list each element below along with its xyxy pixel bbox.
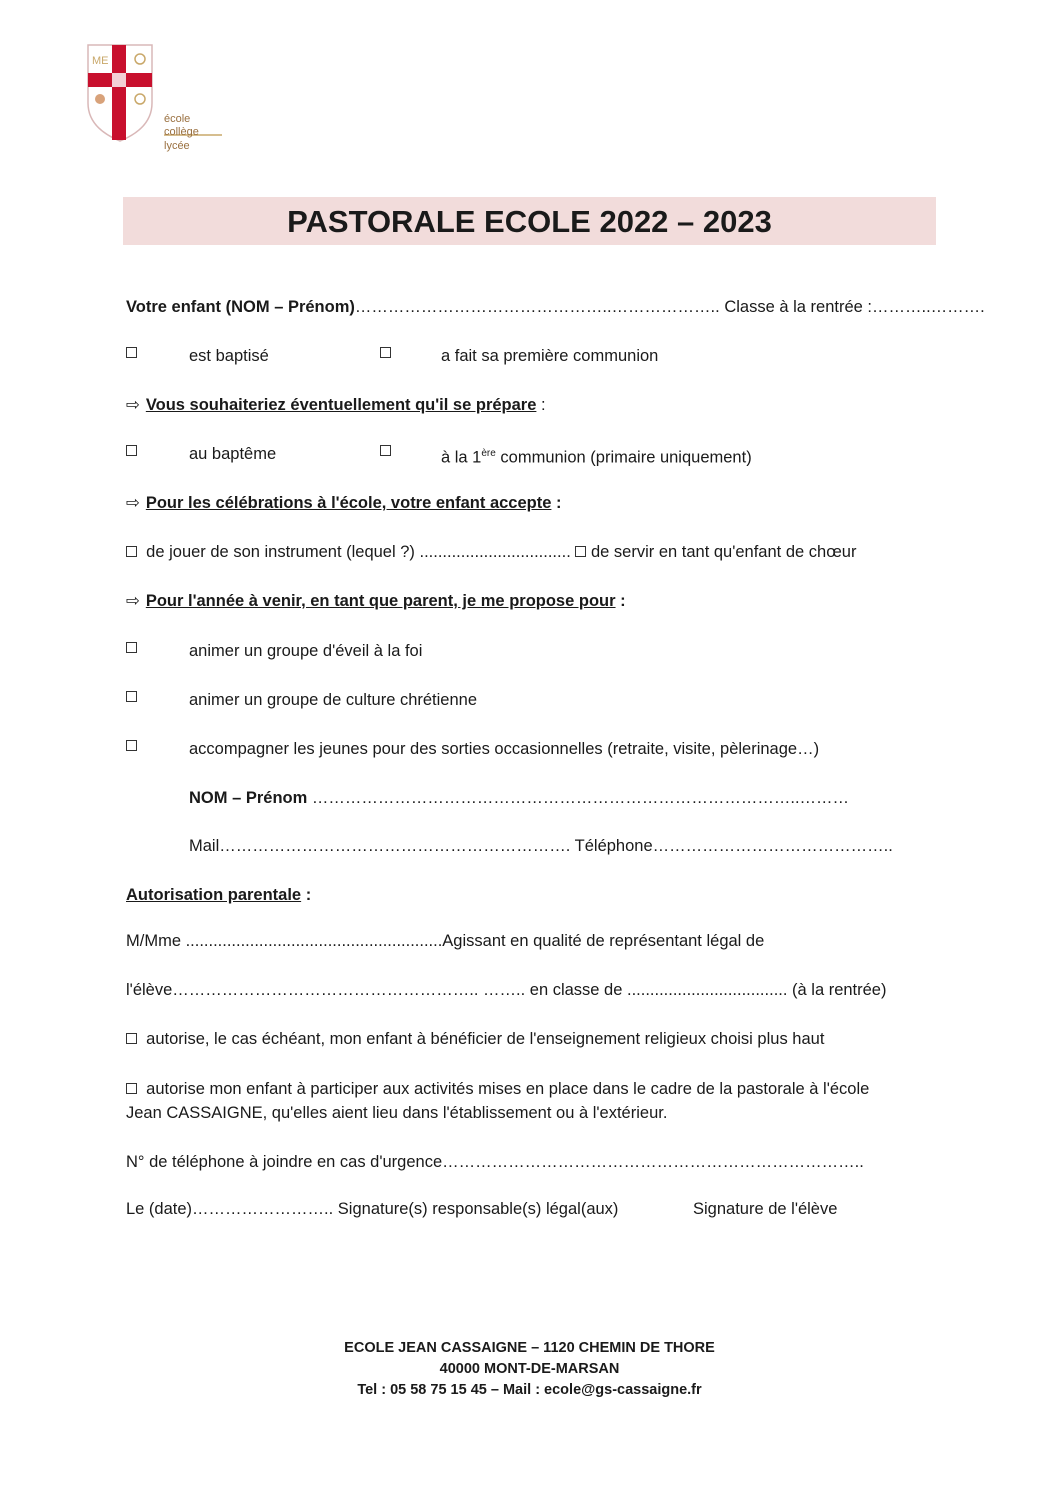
parent-contact-line bbox=[189, 835, 893, 857]
class-label: . Classe à la rentrée : bbox=[715, 298, 872, 316]
christian-culture-checkbox[interactable] bbox=[126, 691, 137, 702]
parent-name-line bbox=[189, 787, 849, 809]
logo-word-college: collège bbox=[164, 126, 199, 138]
auth-religious-label: autorise, le cas échéant, mon enfant à bénéficier de l'enseignement religieux choisi plus haut bbox=[146, 1030, 825, 1048]
auth-activities-line bbox=[126, 1078, 869, 1100]
altar-server-label: de servir en tant qu'enfant de chœur bbox=[590, 543, 857, 561]
altar-server-checkbox[interactable] bbox=[575, 546, 586, 557]
page-title: PASTORALE ECOLE 2022 – 2023 bbox=[123, 197, 936, 245]
auth-colon: : bbox=[301, 886, 312, 904]
auth-activities-line2: Jean CASSAIGNE, qu'elles aient lieu dans l'établissement ou à l'extérieur. bbox=[126, 1104, 668, 1122]
footer-address: ECOLE JEAN CASSAIGNE – 1120 CHEMIN DE THORE bbox=[344, 1340, 715, 1356]
faith-awakening-checkbox[interactable] bbox=[126, 642, 137, 653]
phone-label: Téléphone bbox=[570, 837, 653, 855]
celeb-heading-line bbox=[126, 492, 562, 514]
mail-dots[interactable]: ………………………………………………………. bbox=[219, 837, 571, 855]
communion-done-checkbox[interactable] bbox=[380, 347, 391, 358]
school-logo bbox=[86, 43, 226, 155]
phone-dots[interactable]: …………………………………….. bbox=[652, 837, 893, 855]
logo-word-lycee: lycée bbox=[164, 140, 190, 152]
auth-religious-line bbox=[126, 1028, 824, 1050]
communion-prep-label bbox=[441, 443, 752, 469]
footer-contact: Tel : 05 58 75 15 45 – Mail : ecole@gs-cassaigne.fr bbox=[357, 1382, 702, 1398]
baptism-prep-checkbox[interactable] bbox=[126, 445, 137, 456]
christian-culture-label: animer un groupe de culture chrétienne bbox=[189, 691, 478, 709]
arrow-right-icon: ⇨ bbox=[126, 494, 140, 512]
child-name-label: Votre enfant (NOM – Prénom) bbox=[126, 298, 355, 316]
parent-name-label: NOM – Prénom bbox=[189, 789, 308, 807]
instrument-checkbox[interactable] bbox=[126, 546, 137, 557]
student-signature-label: Signature de l'élève bbox=[693, 1200, 838, 1218]
auth-religious-checkbox[interactable] bbox=[126, 1033, 137, 1044]
emergency-phone-line[interactable]: N° de téléphone à joindre en cas d'urgence………………………………………………………………….. bbox=[126, 1153, 864, 1171]
instrument-label: de jouer de son instrument (lequel ?) ................................. bbox=[146, 543, 571, 561]
parent-heading: Pour l'année à venir, en tant que parent, je me propose pour bbox=[145, 592, 616, 610]
footer-city: 40000 MONT-DE-MARSAN bbox=[439, 1361, 620, 1377]
arrow-right-icon: ⇨ bbox=[126, 592, 140, 610]
prep-heading: Vous souhaiteriez éventuellement qu'il se prépare bbox=[145, 396, 537, 414]
logo-letters: ME bbox=[92, 55, 109, 67]
class-dots[interactable]: ………..………. bbox=[871, 298, 985, 316]
parent-heading-line bbox=[126, 590, 626, 612]
arrow-right-icon: ⇨ bbox=[126, 396, 140, 414]
baptized-checkbox[interactable] bbox=[126, 347, 137, 358]
outings-checkbox[interactable] bbox=[126, 740, 137, 751]
faith-awakening-label: animer un groupe d'éveil à la foi bbox=[189, 642, 423, 660]
outings-label: accompagner les jeunes pour des sorties occasionnelles (retraite, visite, pèlerinage…) bbox=[189, 740, 820, 758]
prep-heading-line bbox=[126, 394, 546, 416]
guardian-line[interactable]: M/Mme ........................................................Agissant en qualité de représentant légal de bbox=[126, 932, 765, 950]
communion-prep-post: communion (primaire uniquement) bbox=[495, 448, 752, 467]
parent-colon: : bbox=[615, 592, 626, 610]
celeb-heading: Pour les célébrations à l'école, votre enfant accepte bbox=[145, 494, 552, 512]
auth-heading: Autorisation parentale bbox=[126, 886, 302, 904]
logo-word-ecole: école bbox=[164, 113, 191, 125]
child-name-dots[interactable]: ………………………………………..………………. bbox=[354, 298, 716, 316]
communion-done-label: a fait sa première communion bbox=[441, 347, 659, 365]
celeb-options-line bbox=[126, 541, 856, 563]
auth-heading-line bbox=[126, 884, 311, 906]
baptism-prep-label: au baptême bbox=[189, 445, 277, 463]
parent-name-dots[interactable]: ……………………………………………………………………………..……… bbox=[307, 789, 850, 807]
date-signature-line[interactable]: Le (date)…………………….. Signature(s) responsable(s) légal(aux) bbox=[126, 1200, 619, 1218]
communion-prep-checkbox[interactable] bbox=[380, 445, 391, 456]
auth-activities-label: autorise mon enfant à participer aux activités mises en place dans le cadre de la pastorale à l'école bbox=[146, 1080, 870, 1098]
student-line[interactable]: l'élève……………………………………………….. …….. en classe de ................................... (à la rentrée) bbox=[126, 981, 887, 999]
celeb-colon: : bbox=[551, 494, 562, 512]
child-name-line bbox=[126, 296, 985, 318]
communion-prep-pre: à la 1 bbox=[441, 448, 482, 467]
baptized-label: est baptisé bbox=[189, 347, 269, 365]
auth-activities-checkbox[interactable] bbox=[126, 1083, 137, 1094]
communion-prep-sup: ère bbox=[481, 448, 496, 459]
prep-colon: : bbox=[536, 396, 546, 414]
mail-label: Mail bbox=[189, 837, 220, 855]
